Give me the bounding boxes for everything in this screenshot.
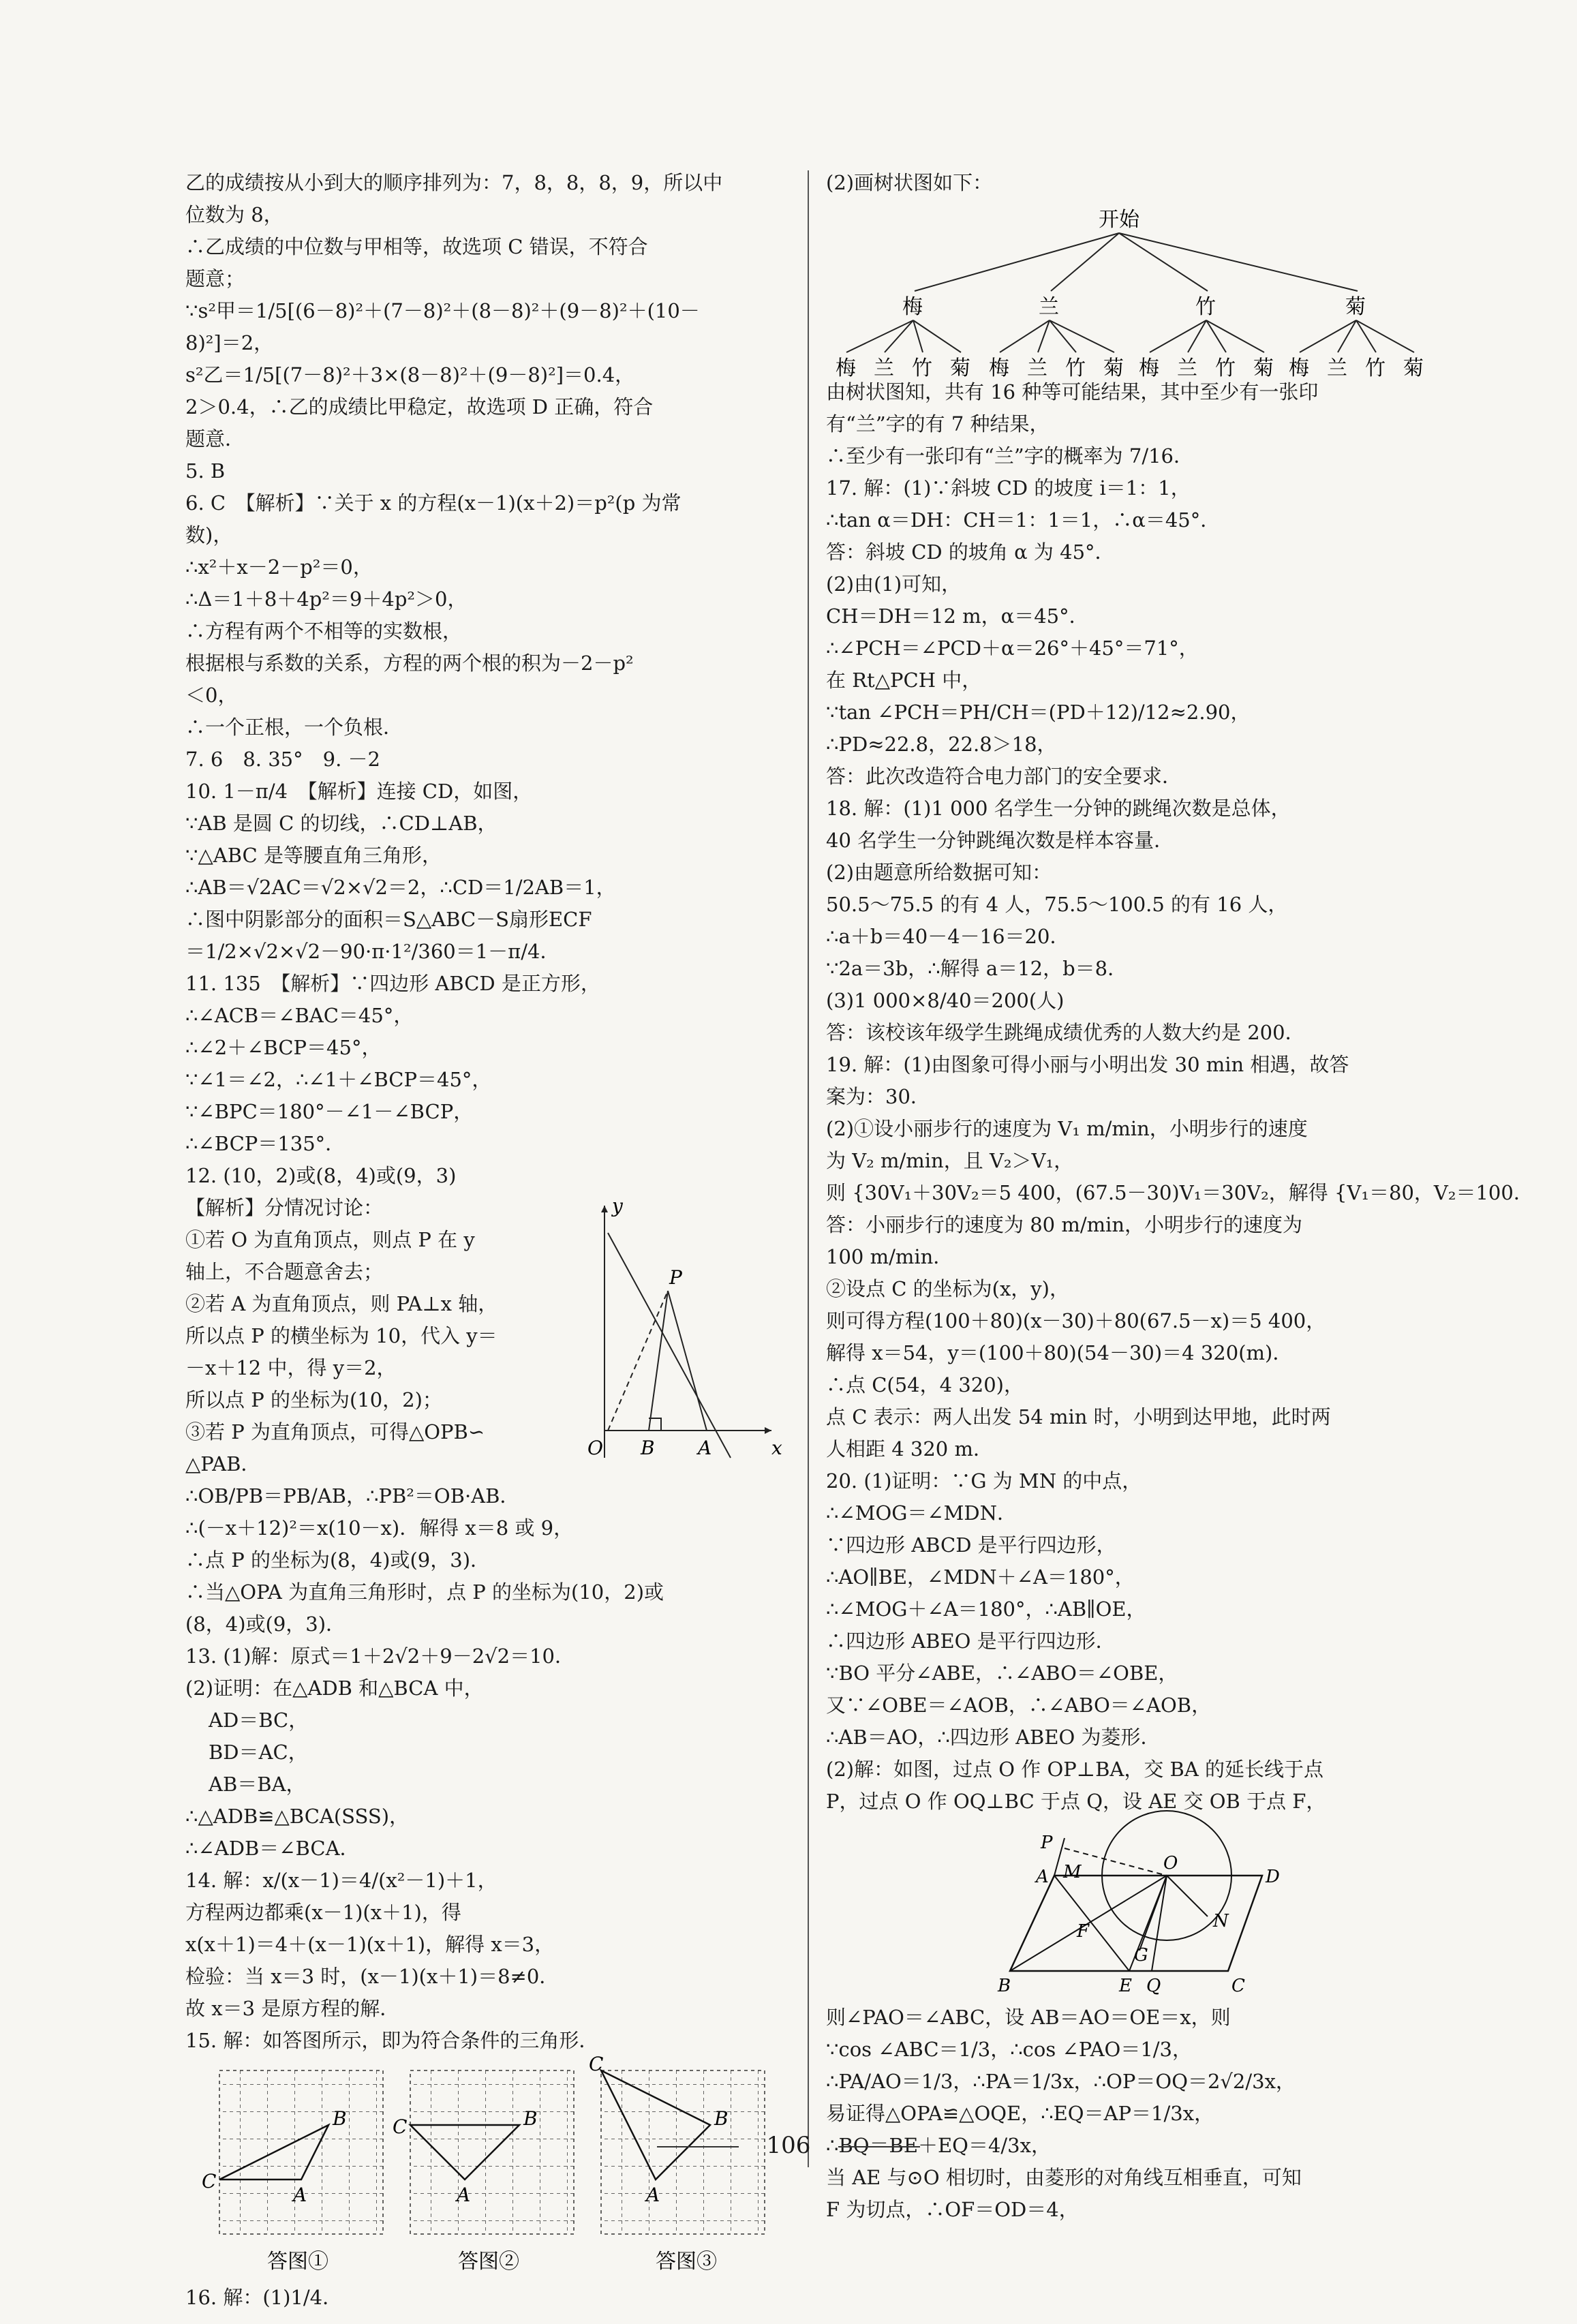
text-line: 题意． bbox=[185, 427, 245, 450]
q12-text bbox=[185, 1192, 567, 1480]
text-line: ∴AO∥BE，∠MDN＋∠A＝180°， bbox=[826, 1565, 1135, 1589]
text-line: ∴BQ＝BE＋EQ＝4/3x， bbox=[826, 2134, 1051, 2157]
text-line: 2＞0.4，∴乙的成绩比甲稳定，故选项 D 正确，符合 bbox=[185, 395, 654, 418]
footer-dash bbox=[657, 2146, 739, 2147]
tree-leaf: 菊 bbox=[1403, 356, 1424, 380]
text-line: 易证得△OPA≌△OQE，∴EQ＝AP＝1/3x， bbox=[826, 2102, 1214, 2125]
footer-dash bbox=[838, 2146, 920, 2147]
text-line: AD＝BC， bbox=[209, 1709, 309, 1732]
label-d: D bbox=[1266, 1867, 1280, 1887]
tree-edges-level2 bbox=[846, 320, 1414, 352]
text-line: ③若 P 为直角顶点，可得△OPB∽ bbox=[185, 1420, 485, 1443]
text-line: ∴点 C(54，4 320)， bbox=[826, 1373, 1024, 1396]
text-line: 由树状图知，共有 16 种等可能结果，其中至少有一张印 bbox=[826, 380, 1319, 403]
segment-pa bbox=[668, 1291, 707, 1431]
text-line: 50.5～75.5 的有 4 人，75.5～100.5 的有 16 人， bbox=[826, 893, 1288, 916]
tree-leaf: 兰 bbox=[874, 356, 894, 380]
text-line: ①若 O 为直角顶点，则点 P 在 y bbox=[185, 1228, 475, 1251]
tree-leaf: 竹 bbox=[1365, 356, 1385, 380]
text-line: 6. C 【解析】∵关于 x 的方程(x－1)(x＋2)＝p²(p 为常 bbox=[185, 491, 682, 515]
text-line: (3)1 000×8/40＝200(人) bbox=[826, 989, 1065, 1012]
tree-l1-node: 兰 bbox=[1039, 295, 1059, 319]
page-number: 106 bbox=[766, 2132, 811, 2159]
text-line: ∵AB 是圆 C 的切线，∴CD⊥AB， bbox=[185, 812, 497, 835]
text-line: 所以点 P 的坐标为(10，2)； bbox=[185, 1388, 442, 1411]
text-line: 答：斜坡 CD 的坡角 α 为 45°． bbox=[826, 540, 1115, 564]
text-line: 检验：当 x＝3 时，(x－1)(x＋1)＝8≠0． bbox=[185, 1965, 560, 1988]
text-line: ∴∠MOG＋∠A＝180°，∴AB∥OE， bbox=[826, 1597, 1146, 1621]
label-g: G bbox=[1134, 1945, 1148, 1966]
text-line: 40 名学生一分钟跳绳次数是样本容量． bbox=[826, 829, 1174, 852]
label-f: F bbox=[1077, 1921, 1090, 1942]
tree-root: 开始 bbox=[1099, 208, 1139, 232]
text-line: 根据根与系数的关系，方程的两个根的积为－2－p² bbox=[185, 652, 634, 675]
caption-3: 答图③ bbox=[656, 2250, 717, 2274]
text-line: ∴tan α＝DH：CH＝1：1＝1，∴α＝45°． bbox=[826, 508, 1221, 532]
label-p: P bbox=[669, 1266, 682, 1289]
text-line: 有“兰”字的有 7 种结果， bbox=[826, 412, 1050, 435]
text-line: ∴∠ADB＝∠BCA． bbox=[185, 1837, 360, 1860]
text-line: 则∠PAO＝∠ABC，设 AB＝AO＝OE＝x，则 bbox=[826, 2006, 1231, 2029]
text-line: 16. 解：(1)1/4． bbox=[185, 2286, 343, 2309]
text-line: ∴AB＝AO，∴四边形 ABEO 为菱形． bbox=[826, 1726, 1161, 1749]
text-line: x(x＋1)＝4＋(x－1)(x＋1)，解得 x＝3， bbox=[185, 1933, 555, 1956]
label-a: A bbox=[457, 2184, 471, 2206]
text-line: ∴∠ACB＝∠BAC＝45°， bbox=[185, 1004, 414, 1027]
text-line: ∴乙成绩的中位数与甲相等，故选项 C 错误，不符合 bbox=[185, 235, 648, 258]
text-line: 14. 解：x/(x－1)＝4/(x²－1)＋1， bbox=[185, 1869, 497, 1892]
text-line: －x＋12 中，得 y＝2， bbox=[185, 1356, 397, 1379]
label-c: C bbox=[1231, 1976, 1245, 1996]
tree-leaf: 菊 bbox=[1253, 356, 1274, 380]
text-line: ∴OB/PB＝PB/AB，∴PB²＝OB·AB． bbox=[185, 1484, 520, 1508]
probability-tree-diagram bbox=[826, 199, 1426, 380]
label-b: B bbox=[714, 2107, 729, 2130]
label-a: A bbox=[698, 1437, 712, 1459]
tree-leaf: 菊 bbox=[950, 356, 970, 380]
segment-oq bbox=[1152, 1876, 1167, 1971]
segment-ae bbox=[1054, 1876, 1129, 1971]
text-line: ∴一个正根，一个负根． bbox=[185, 716, 403, 739]
text-line: ∴∠BCP＝135°． bbox=[185, 1132, 346, 1155]
text-line: F 为切点，∴OF＝OD＝4， bbox=[826, 2198, 1079, 2221]
tree-leaf: 竹 bbox=[1065, 356, 1086, 380]
text-line: ∵∠1＝∠2，∴∠1＋∠BCP＝45°， bbox=[185, 1068, 492, 1091]
text-line: 所以点 P 的横坐标为 10，代入 y＝ bbox=[185, 1324, 497, 1347]
text-line: 18. 解：(1)1 000 名学生一分钟的跳绳次数是总体， bbox=[826, 797, 1291, 820]
text-line: 点 C 表示：两人出发 54 min 时，小明到达甲地，此时两 bbox=[826, 1405, 1331, 1428]
text-line: ∴当△OPA 为直角三角形时，点 P 的坐标为(10，2)或 bbox=[185, 1580, 664, 1604]
label-b: B bbox=[641, 1437, 655, 1459]
tree-l1-node: 菊 bbox=[1345, 295, 1366, 319]
text-line: 当 AE 与⊙O 相切时，由菱形的对角线互相垂直，可知 bbox=[826, 2166, 1302, 2189]
tree-leaf: 兰 bbox=[1027, 356, 1047, 380]
text-line: 方程两边都乘(x－1)(x＋1)，得 bbox=[185, 1901, 461, 1924]
text-line: (2)解：如图，过点 O 作 OP⊥BA，交 BA 的延长线于点 bbox=[826, 1758, 1324, 1781]
tree-leaf: 菊 bbox=[1103, 356, 1124, 380]
tree-leaf: 梅 bbox=[1139, 356, 1159, 380]
text-line: △PAB． bbox=[185, 1452, 261, 1476]
text-line: ∴Δ＝1＋8＋4p²＝9＋4p²＞0， bbox=[185, 587, 468, 611]
tree-leaf: 梅 bbox=[989, 356, 1009, 380]
text-line: 位数为 8， bbox=[185, 203, 284, 226]
label-e: E bbox=[1119, 1976, 1132, 1996]
text-line: 13. (1)解：原式＝1＋2√2＋9－2√2＝10． bbox=[185, 1645, 575, 1668]
text-line: 15. 解：如答图所示，即为符合条件的三角形． bbox=[185, 2029, 599, 2052]
label-x: x bbox=[771, 1437, 782, 1459]
text-line: 又∵∠OBE＝∠AOB，∴∠ABO＝∠AOB， bbox=[826, 1694, 1212, 1717]
text-line: ∴(－x＋12)²＝x(10－x)．解得 x＝8 或 9， bbox=[185, 1516, 574, 1540]
text-line: ＜0， bbox=[185, 684, 238, 707]
page-footer bbox=[0, 2132, 1577, 2159]
segment-on bbox=[1167, 1876, 1208, 1916]
tree-leaf: 兰 bbox=[1327, 356, 1347, 380]
label-c: C bbox=[393, 2115, 408, 2138]
text-line: ＝1/2×√2×√2－90·π·1²/360＝1－π/4． bbox=[185, 940, 560, 963]
text-line: 12. (10，2)或(8，4)或(9，3) bbox=[185, 1164, 457, 1187]
text-line: 在 Rt△PCH 中， bbox=[826, 669, 982, 692]
text-line: (8，4)或(9，3)． bbox=[185, 1612, 346, 1636]
text-line: 则可得方程(100＋80)(x－30)＋80(67.5－x)＝5 400， bbox=[826, 1309, 1326, 1332]
text-line: ∴x²＋x－2－p²＝0， bbox=[185, 555, 373, 579]
label-b: B bbox=[998, 1976, 1011, 1996]
answer-figure-3 bbox=[589, 2053, 765, 2274]
text-line: 100 m/min． bbox=[826, 1245, 953, 1268]
text-line: ∵BO 平分∠ABE，∴∠ABO＝∠OBE， bbox=[826, 1662, 1178, 1685]
text-line: 解得 x＝54，y＝(100＋80)(54－30)＝4 320(m)． bbox=[826, 1341, 1293, 1364]
tree-leaf: 竹 bbox=[912, 356, 932, 380]
label-a: A bbox=[646, 2184, 660, 2206]
text-line: ∵2a＝3b，∴解得 a＝12，b＝8． bbox=[826, 957, 1128, 980]
text-line: 乙的成绩按从小到大的顺序排列为：7，8，8，8，9，所以中 bbox=[185, 171, 723, 194]
q20-geometry-figure bbox=[826, 1818, 1426, 2002]
text-line: BD＝AC， bbox=[209, 1741, 308, 1764]
text-line: ∴∠MOG＝∠MDN． bbox=[826, 1501, 1017, 1525]
label-p: P bbox=[1041, 1833, 1053, 1853]
text-line: 题意； bbox=[185, 267, 245, 290]
left-column bbox=[185, 167, 785, 2314]
text-line: ∵四边形 ABCD 是平行四边形， bbox=[826, 1533, 1116, 1557]
text-line: ∴AB＝√2AC＝√2×√2＝2，∴CD＝1/2AB＝1， bbox=[185, 876, 616, 899]
label-n: N bbox=[1213, 1911, 1229, 1931]
column-divider bbox=[808, 170, 809, 2167]
text-line: ∴∠2＋∠BCP＝45°， bbox=[185, 1036, 382, 1059]
text-line: 10. 1－π/4 【解析】连接 CD，如图， bbox=[185, 780, 533, 803]
text-line: 答：此次改造符合电力部门的安全要求． bbox=[826, 765, 1182, 788]
text-line: (2)证明：在△ADB 和△BCA 中， bbox=[185, 1677, 484, 1700]
text-line: 11. 135 【解析】∵四边形 ABCD 是正方形， bbox=[185, 972, 600, 995]
tree-l1-node: 竹 bbox=[1195, 295, 1216, 319]
text-line: ∵s²甲＝1/5[(6－8)²＋(7－8)²＋(8－8)²＋(9－8)²＋(10－ bbox=[185, 299, 700, 322]
text-line: ∵∠BPC＝180°－∠1－∠BCP， bbox=[185, 1100, 474, 1123]
text-line: CH＝DH＝12 m，α＝45°． bbox=[826, 605, 1089, 628]
text-line: 轴上，不合题意舍去； bbox=[185, 1260, 384, 1283]
text-line: 20. (1)证明：∵G 为 MN 的中点， bbox=[826, 1469, 1142, 1493]
text-line: (2)由题意所给数据可知： bbox=[826, 861, 1052, 884]
caption-2: 答图② bbox=[458, 2250, 519, 2274]
text-line: ∴a＋b＝40－4－16＝20． bbox=[826, 925, 1070, 948]
x-arrow-icon bbox=[765, 1427, 771, 1434]
label-a: A bbox=[293, 2184, 307, 2206]
label-m: M bbox=[1063, 1862, 1082, 1882]
label-y: y bbox=[612, 1195, 623, 1217]
text-line: 17. 解：(1)∵斜坡 CD 的坡度 i＝1：1， bbox=[826, 476, 1191, 500]
text-line: 则 {30V₁＋30V₂＝5 400，(67.5－30)V₁＝30V₂，解得 {V₁＝80，V₂＝100． bbox=[826, 1181, 1533, 1204]
label-c: C bbox=[202, 2170, 217, 2192]
text-line: ∴PA/AO＝1/3，∴PA＝1/3x，∴OP＝OQ＝2√2/3x， bbox=[826, 2070, 1296, 2093]
text-line: (2)①设小丽步行的速度为 V₁ m/min，小明步行的速度 bbox=[826, 1117, 1308, 1140]
text-line: 8)²]＝2， bbox=[185, 331, 274, 354]
text-line: 答：该校该年级学生跳绳成绩优秀的人数大约是 200． bbox=[826, 1021, 1305, 1044]
y-arrow-icon bbox=[601, 1206, 608, 1212]
text-line: 答：小丽步行的速度为 80 m/min，小明步行的速度为 bbox=[826, 1213, 1303, 1236]
text-line: 19. 解：(1)由图象可得小丽与小明出发 30 min 相遇，故答 bbox=[826, 1053, 1349, 1076]
text-line: ∵tan ∠PCH＝PH/CH＝(PD＋12)/12≈2.90， bbox=[826, 701, 1251, 724]
text-line: ∵△ABC 是等腰直角三角形， bbox=[185, 844, 442, 867]
label-b: B bbox=[523, 2107, 538, 2130]
text-line: 5. B bbox=[185, 459, 226, 483]
tree-edges-level1 bbox=[915, 233, 1358, 291]
text-line: s²乙＝1/5[(7－8)²＋3×(8－8)²＋(9－8)²]＝0.4， bbox=[185, 363, 635, 386]
tree-l1-node: 梅 bbox=[902, 295, 923, 319]
answer-figure-1 bbox=[202, 2070, 383, 2274]
tree-leaf: 梅 bbox=[836, 356, 856, 380]
text-line: AB＝BA， bbox=[209, 1773, 306, 1796]
text-line: ∴△ADB≌△BCA(SSS)， bbox=[185, 1805, 410, 1828]
tree-leaf: 梅 bbox=[1289, 356, 1309, 380]
text-line: ∴PD≈22.8，22.8＞18， bbox=[826, 733, 1057, 756]
caption-1: 答图① bbox=[267, 2250, 328, 2274]
right-column bbox=[826, 167, 1533, 2226]
text-line: 数)， bbox=[185, 523, 233, 547]
text-line: 案为：30． bbox=[826, 1085, 930, 1108]
text-line: 7. 6 8. 35° 9. －2 bbox=[185, 748, 380, 771]
text-line: ∴∠PCH＝∠PCD＋α＝26°＋45°＝71°， bbox=[826, 637, 1199, 660]
text-line: 人相距 4 320 m． bbox=[826, 1437, 993, 1461]
text-line: ∴图中阴影部分的面积＝S△ABC－S扇形ECF bbox=[185, 908, 592, 931]
q12-coordinate-figure bbox=[567, 1192, 785, 1480]
text-line: 为 V₂ m/min，且 V₂＞V₁， bbox=[826, 1149, 1074, 1172]
text-line: ∴至少有一张印有“兰”字的概率为 7/16． bbox=[826, 444, 1193, 468]
q12-block bbox=[185, 1192, 785, 1480]
label-b: B bbox=[333, 2107, 347, 2130]
text-line: ②设点 C 的坐标为(x，y)， bbox=[826, 1277, 1069, 1300]
label-a: A bbox=[1036, 1867, 1049, 1887]
label-o: O bbox=[1163, 1853, 1178, 1874]
label-c: C bbox=[589, 2053, 604, 2075]
text-line: P，过点 O 作 OQ⊥BC 于点 Q，设 AE 交 OB 于点 F， bbox=[826, 1790, 1326, 1813]
tree-leaf: 兰 bbox=[1177, 356, 1197, 380]
label-q: Q bbox=[1146, 1976, 1161, 1996]
text-line: ∴方程有两个不相等的实数根， bbox=[185, 620, 463, 643]
text-line: ∴四边形 ABEO 是平行四边形． bbox=[826, 1630, 1116, 1653]
tree-leaf: 竹 bbox=[1215, 356, 1236, 380]
text-line: ∵cos ∠ABC＝1/3，∴cos ∠PAO＝1/3， bbox=[826, 2038, 1192, 2061]
text-line: (2)画树状图如下： bbox=[826, 171, 993, 194]
label-o: O bbox=[587, 1437, 603, 1459]
text-line: 【解析】分情况讨论： bbox=[185, 1196, 384, 1219]
text-line: (2)由(1)可知， bbox=[826, 572, 962, 596]
text-line: ②若 A 为直角顶点，则 PA⊥x 轴， bbox=[185, 1292, 498, 1315]
text-line: ∴点 P 的坐标为(8，4)或(9，3)． bbox=[185, 1548, 491, 1572]
text-line: 故 x＝3 是原方程的解． bbox=[185, 1997, 400, 2020]
answer-figure-2 bbox=[393, 2070, 574, 2274]
q15-answer-figures bbox=[185, 2053, 771, 2282]
